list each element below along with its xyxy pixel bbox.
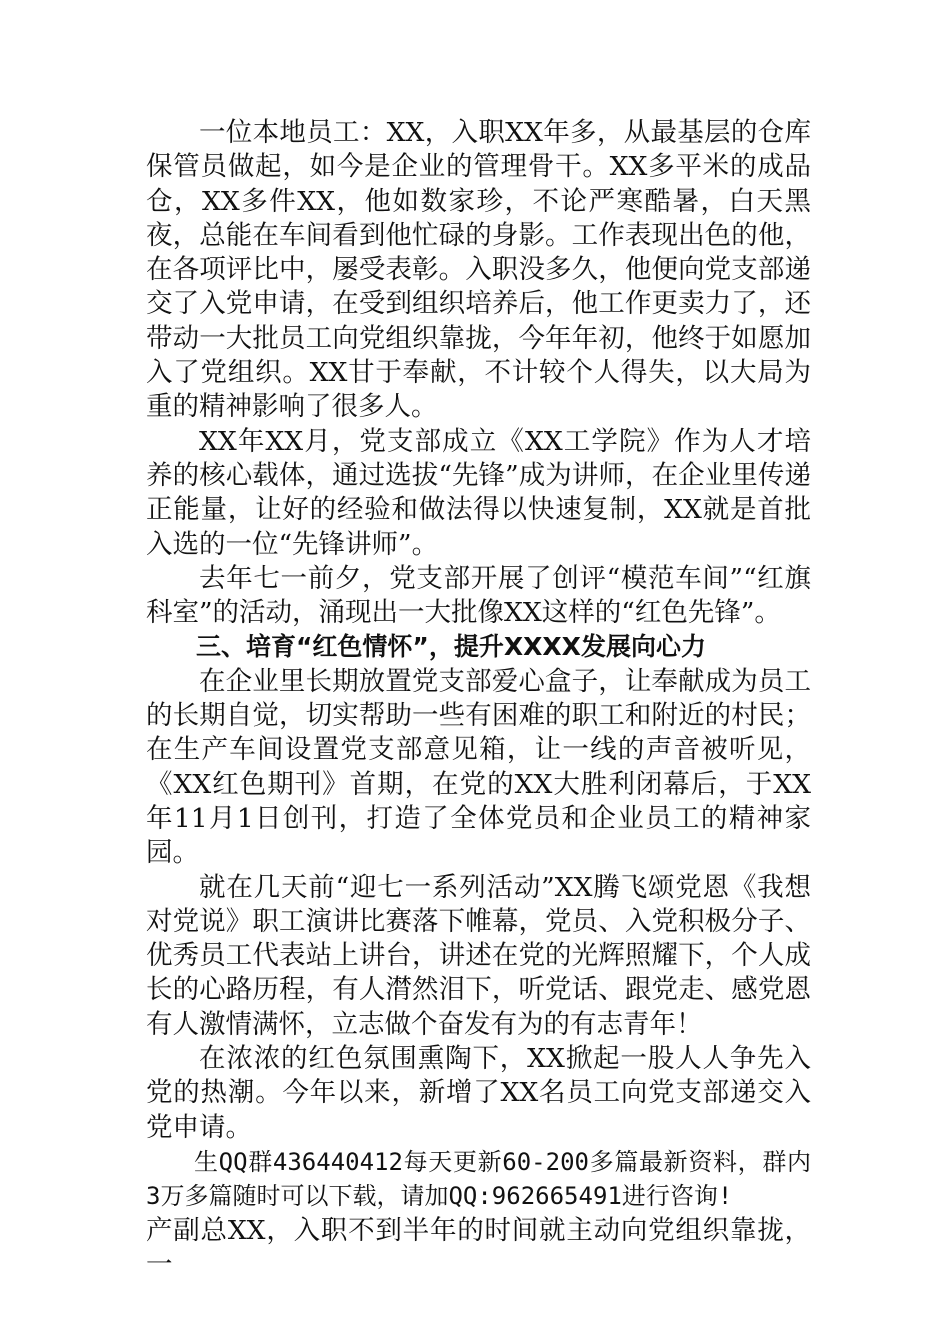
paragraph-academy: XX年XX月，党支部成立《XX工学院》作为人才培养的核心载体，通过选拔“先锋”成为讲师，在企业里传递正能量，让好的经验和做法得以快速复制，XX就是首批入选的一位“先锋讲师”。 bbox=[146, 425, 811, 560]
paragraph-local-employee: 一位本地员工：XX，入职XX年多，从最基层的仓库保管员做起，如今是企业的管理骨干。XX多平米的成品仓，XX多件XX，他如数家珍，不论严寒酷暑，白天黑夜，总能在车间看到他忙碌的身影。工作表现出色的他，在各项评比中，屡受表彰。入职没多久，他便向党支部递交了入党申请，在受到组织培养后，他工作更卖力了，还带动一大批员工向党组织靠拢，今年年初，他终于如愿加入了党组织。XX甘于奉献，不计较个人得失，以大局为重的精神影响了很多人。 bbox=[146, 117, 811, 423]
paragraph-love-box: 在企业里长期放置党支部爱心盒子，让奉献成为员工的长期自觉，切实帮助一些有困难的职工和附近的村民；在生产车间设置党支部意见箱，让一线的声音被听见，《XX红色期刊》首期，在党的XX大胜利闭幕后，于XX年11月1日创刊，打造了全体党员和企业员工的精神家园。 bbox=[146, 665, 811, 869]
paragraph-qq-group: 生QQ群436440412每天更新60-200多篇最新资料，群内3万多篇随时可以下载，请加QQ:962665491进行咨询! bbox=[146, 1147, 811, 1211]
paragraph-join-party: 在浓浓的红色氛围熏陶下，XX掀起一股人人争先入党的热潮。今年以来，新增了XX名员工向党支部递交入党申请。 bbox=[146, 1043, 811, 1143]
document-page bbox=[146, 116, 811, 1282]
paragraph-model-workshop: 去年七一前夕，党支部开展了创评“模范车间”“红旗科室”的活动，涌现出一大批像XX这样的“红色先锋”。 bbox=[146, 562, 811, 629]
paragraph-speech-contest: 就在几天前“迎七一系列活动”XX腾飞颂党恩《我想对党说》职工演讲比赛落下帷幕，党员、入党积极分子、优秀员工代表站上讲台，讲述在党的光辉照耀下，个人成长的心路历程，有人潸然泪下，听党话、跟党走、感党恩有人激情满怀，立志做个奋发有为的有志青年！ bbox=[146, 871, 811, 1040]
section-heading: 三、培育“红色情怀”，提升XXXX发展向心力 bbox=[196, 632, 706, 662]
paragraph-production-manager: 产副总XX，入职不到半年的时间就主动向党组织靠拢，一 bbox=[146, 1214, 811, 1280]
